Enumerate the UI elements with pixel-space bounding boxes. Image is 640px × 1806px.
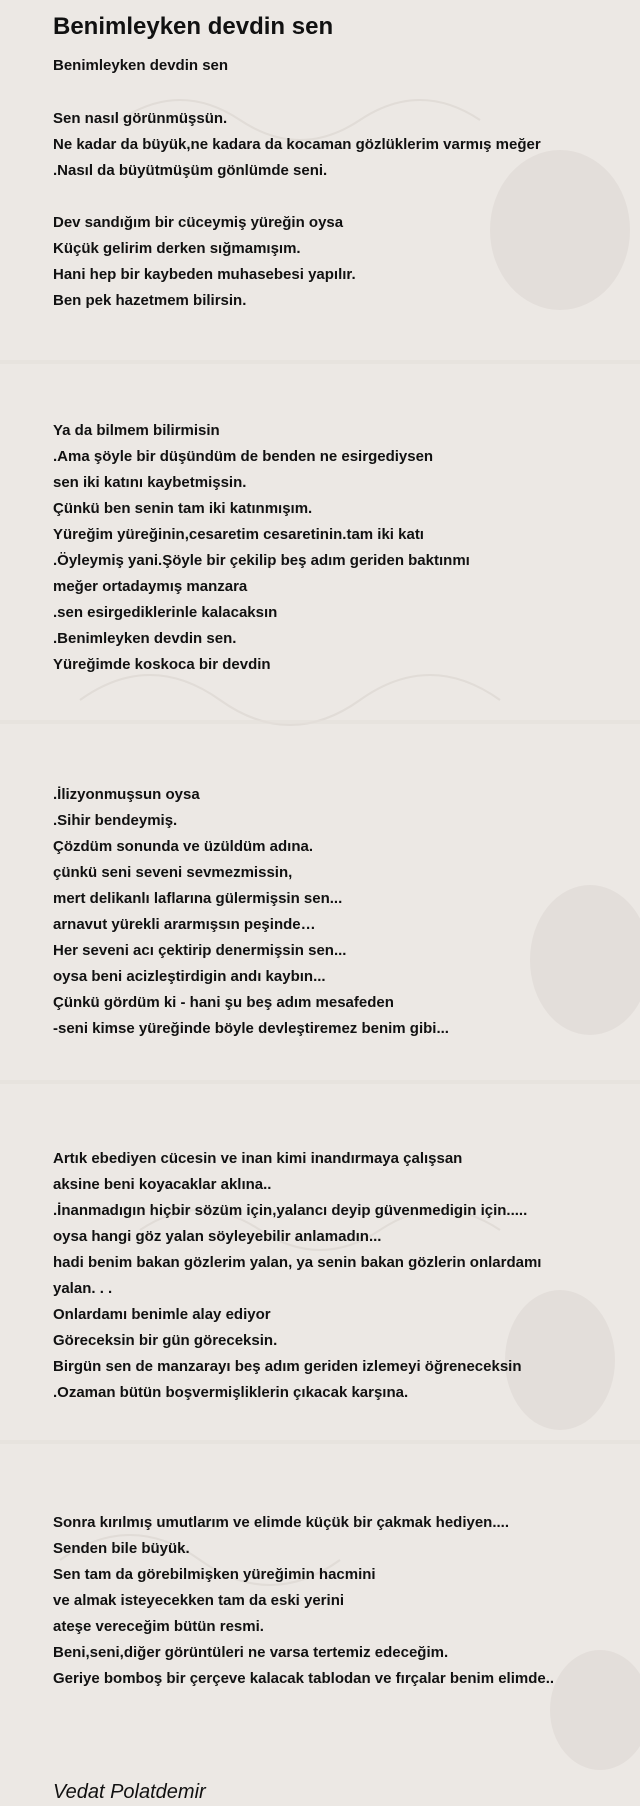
poem-line: Sen tam da görebilmişken yüreğimin hacmini [53,1566,376,1583]
poem-line: -seni kimse yüreğinde böyle devleştiremez benim gibi... [53,1020,449,1037]
poem-line: Küçük gelirim derken sığmamışım. [53,240,301,257]
poem-line: oysa hangi göz yalan söyleyebilir anlamadın... [53,1228,382,1245]
poem-line: arnavut yürekli ararmışsın peşinde… [53,916,316,933]
poem-line: .Nasıl da büyütmüşüm gönlümde seni. [53,162,328,179]
poem-line: .İlizyonmuşsun oysa [53,786,200,803]
poem-author: Vedat Polatdemir [53,1781,206,1803]
poem-line: Hani hep bir kaybeden muhasebesi yapılır. [53,266,356,283]
poem-line: Dev sandığım bir cüceymiş yüreğin oysa [53,214,344,231]
poem-line: Sen nasıl görünmüşsün. [53,110,228,127]
poem-line: Çünkü gördüm ki - hani şu beş adım mesafeden [53,994,394,1011]
poem-line: Çünkü ben senin tam iki katınmışım. [53,500,313,517]
poem-line: .sen esirgediklerinle kalacaksın [53,604,278,621]
poem-line: yalan. . . [53,1280,113,1297]
poem-line: oysa beni acizleştirdigin andı kaybın... [53,968,326,985]
poem-subtitle: Benimleyken devdin sen [53,57,229,74]
poem-line: .Ama şöyle bir düşündüm de benden ne esirgediysen [53,448,434,465]
stanza-5 [53,1146,628,1406]
stanza-4 [53,782,628,1042]
poem-line: .Sihir bendeymiş. [53,812,178,829]
poem-line: aksine beni koyacaklar aklına.. [53,1176,272,1193]
poem-line: Birgün sen de manzarayı beş adım geriden izlemeyi öğreneceksin [53,1358,522,1375]
poem-line: Senden bile büyük. [53,1540,190,1557]
poem-line: meğer ortadaymış manzara [53,578,248,595]
poem-line: mert delikanlı laflarına gülermişsin sen... [53,890,343,907]
poem-line: Sonra kırılmış umutlarım ve elimde küçük bir çakmak hediyen.... [53,1514,510,1531]
poem-line: Onlardamı benimle alay ediyor [53,1306,271,1323]
poem-line: hadi benim bakan gözlerim yalan, ya senin bakan gözlerin onlardamı [53,1254,542,1271]
poem-line: .Benimleyken devdin sen. [53,630,237,647]
poem-line: Çözdüm sonunda ve üzüldüm adına. [53,838,314,855]
poem-line: ateşe vereceğim bütün resmi. [53,1618,264,1635]
stanza-6 [53,1510,628,1692]
poem-line: Artık ebediyen cücesin ve inan kimi inandırmaya çalışsan [53,1150,463,1167]
poem-line: Ya da bilmem bilirmisin [53,422,220,439]
poem-line: çünkü seni seveni sevmezmissin, [53,864,293,881]
stanza-1 [53,106,628,184]
poem-line: Yüreğim yüreğinin,cesaretim cesaretinin.tam iki katı [53,526,424,543]
poem-line: Geriye bomboş bir çerçeve kalacak tablodan ve fırçalar benim elimde.. [53,1670,555,1687]
poem-title: Benimleyken devdin sen [53,13,334,40]
poem-line: Her seveni acı çektirip denermişsin sen... [53,942,347,959]
poem-line: Yüreğimde koskoca bir devdin [53,656,271,673]
poem-line: .İnanmadıgın hiçbir sözüm için,yalancı deyip güvenmedigin için..... [53,1202,528,1219]
poem-line: sen iki katını kaybetmişsin. [53,474,247,491]
poem-line: Ne kadar da büyük,ne kadara da kocaman gözlüklerim varmış meğer [53,136,541,153]
poem-line: Ben pek hazetmem bilirsin. [53,292,247,309]
poem-line: .Öyleymiş yani.Şöyle bir çekilip beş adım geriden baktınmı [53,552,470,569]
poem-line: Beni,seni,diğer görüntüleri ne varsa tertemiz edeceğim. [53,1644,449,1661]
poem-line: ve almak isteyecekken tam da eski yerini [53,1592,345,1609]
poem-line: .Ozaman bütün boşvermişliklerin çıkacak karşına. [53,1384,409,1401]
poem-line: Göreceksin bir gün göreceksin. [53,1332,278,1349]
stanza-3 [53,418,628,678]
stanza-2 [53,210,628,314]
